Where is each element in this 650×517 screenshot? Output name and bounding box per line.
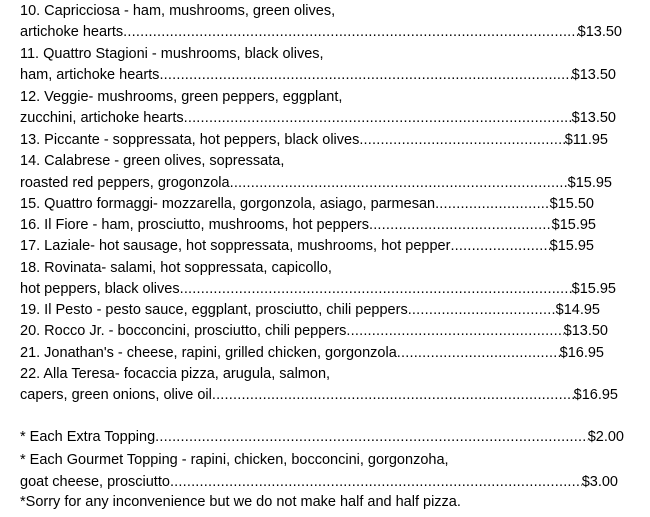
menu-item-10-description: 10. Capricciosa - ham, mushrooms, green olives, bbox=[20, 3, 336, 19]
dot-leader bbox=[155, 428, 588, 446]
menu-item-10-text: artichoke hearts bbox=[20, 24, 124, 40]
dot-leader bbox=[212, 386, 574, 404]
dot-leader bbox=[123, 23, 577, 41]
dot-leader bbox=[435, 195, 550, 213]
dot-leader bbox=[159, 66, 571, 84]
gourmet-topping-price: $3.00 bbox=[581, 474, 618, 490]
menu-item-13-price: $11.95 bbox=[564, 132, 608, 148]
dot-leader bbox=[369, 216, 552, 234]
menu-item-20-row bbox=[20, 322, 608, 340]
menu-item-22-text: capers, green onions, olive oil bbox=[20, 387, 212, 403]
menu-item-10-row bbox=[20, 23, 622, 41]
menu-item-14-text: roasted red peppers, grogonzola bbox=[20, 175, 230, 191]
menu-item-16-row bbox=[20, 216, 596, 234]
menu-item-14-price: $15.95 bbox=[567, 175, 612, 191]
menu-item-18-row bbox=[20, 280, 616, 298]
menu-item-10-price: $13.50 bbox=[577, 24, 622, 40]
menu-item-12-description: 12. Veggie- mushrooms, green peppers, eggplant, bbox=[20, 89, 343, 105]
dot-leader bbox=[408, 301, 556, 319]
dot-leader bbox=[170, 473, 582, 491]
menu-item-22-description: 22. Alla Teresa- focaccia pizza, arugula, salmon, bbox=[20, 366, 331, 382]
menu-item-15-row bbox=[20, 195, 594, 213]
dot-leader bbox=[397, 344, 560, 362]
menu-item-20-text: 20. Rocco Jr. - bocconcini, prosciutto, chili peppers bbox=[20, 323, 347, 339]
menu-item-18-text: hot peppers, black olives bbox=[20, 281, 180, 297]
menu-item-22-price: $16.95 bbox=[573, 387, 618, 403]
menu-item-15-price: $15.50 bbox=[549, 196, 594, 212]
menu-item-19-text: 19. Il Pesto - pesto sauce, eggplant, prosciutto, chili peppers bbox=[20, 302, 408, 318]
menu-item-13-row bbox=[20, 131, 608, 149]
menu-item-13-text: 13. Piccante - soppressata, hot peppers, black olives bbox=[20, 132, 360, 148]
menu-item-17-price: $15.95 bbox=[549, 238, 594, 254]
dot-leader bbox=[180, 280, 572, 298]
menu-item-11-row bbox=[20, 66, 616, 84]
menu-item-18-description: 18. Rovinata- salami, hot soppressata, capicollo, bbox=[20, 260, 332, 276]
gourmet-topping-row bbox=[20, 473, 618, 491]
menu-item-12-row bbox=[20, 109, 616, 127]
dot-leader bbox=[184, 109, 572, 127]
menu-item-11-price: $13.50 bbox=[571, 67, 616, 83]
menu-item-20-price: $13.50 bbox=[563, 323, 608, 339]
extra-topping-text: * Each Extra Topping bbox=[20, 429, 156, 445]
menu-item-11-description: 11. Quattro Stagioni - mushrooms, black olives, bbox=[20, 46, 324, 62]
menu-item-14-description: 14. Calabrese - green olives, sopressata, bbox=[20, 153, 285, 169]
menu-item-15-text: 15. Quattro formaggi- mozzarella, gorgonzola, asiago, parmesan bbox=[20, 196, 436, 212]
menu-item-18-price: $15.95 bbox=[571, 281, 616, 297]
dot-leader bbox=[359, 131, 564, 149]
extra-topping-row bbox=[20, 428, 624, 446]
menu-item-17-row bbox=[20, 237, 594, 255]
menu-item-22-row bbox=[20, 386, 618, 404]
menu-item-14-row bbox=[20, 174, 612, 192]
extra-topping-price: $2.00 bbox=[587, 429, 624, 445]
menu-item-19-price: $14.95 bbox=[555, 302, 600, 318]
dot-leader bbox=[230, 174, 568, 192]
menu-item-16-price: $15.95 bbox=[551, 217, 596, 233]
gourmet-topping-text: goat cheese, prosciutto bbox=[20, 474, 170, 490]
menu-item-12-text: zucchini, artichoke hearts bbox=[20, 110, 184, 126]
dot-leader bbox=[450, 237, 549, 255]
gourmet-topping-description: * Each Gourmet Topping - rapini, chicken, bocconcini, gorgonzoha, bbox=[20, 452, 449, 468]
half-and-half-note: *Sorry for any inconvenience but we do not make half and half pizza. bbox=[20, 494, 461, 510]
menu-item-12-price: $13.50 bbox=[571, 110, 616, 126]
menu-item-11-text: ham, artichoke hearts bbox=[20, 67, 160, 83]
menu-item-19-row bbox=[20, 301, 600, 319]
menu-item-16-text: 16. Il Fiore - ham, prosciutto, mushrooms, hot peppers bbox=[20, 217, 369, 233]
menu-item-21-row bbox=[20, 344, 604, 362]
menu-item-17-text: 17. Laziale- hot sausage, hot soppressata, mushrooms, hot pepper bbox=[20, 238, 451, 254]
menu-item-21-price: $16.95 bbox=[559, 345, 604, 361]
menu-item-21-text: 21. Jonathan's - cheese, rapini, grilled chicken, gorgonzola bbox=[20, 345, 397, 361]
dot-leader bbox=[346, 322, 563, 340]
